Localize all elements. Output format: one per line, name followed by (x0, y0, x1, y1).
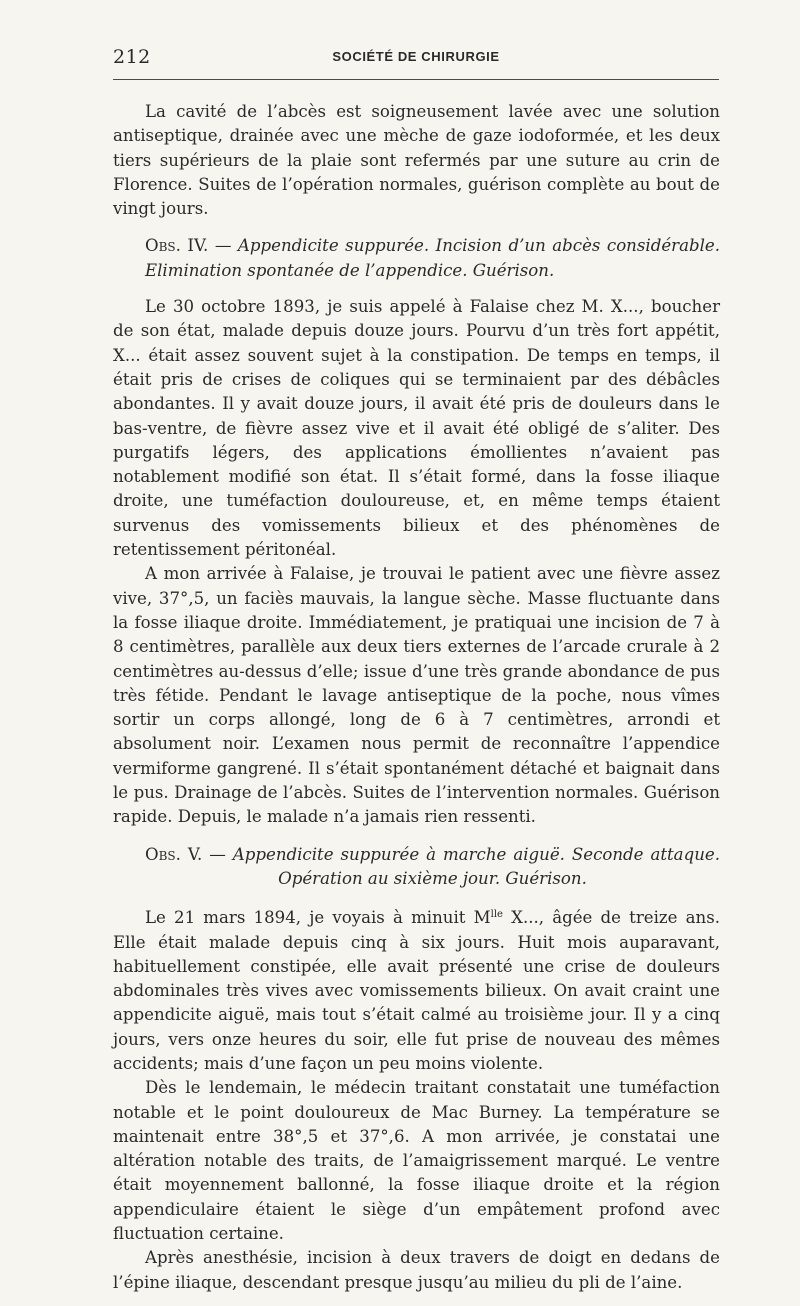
observation-4-title: Appendicite suppurée. Incision d’un abcès considérable. Elimination spontanée de l’appendice. Guérison. (145, 236, 720, 280)
observation-4-dash: — (208, 236, 238, 256)
paragraph-anesthesie: Après anesthésie, incision à deux travers de doigt en dedans de l’épine iliaque, descendant presque jusqu’au milieu du pli de l’aine. (113, 1248, 720, 1292)
header-rule (113, 79, 719, 80)
paragraph-mars-1894 (113, 903, 720, 1076)
observation-5-label: Obs. V. (145, 844, 203, 864)
observation-5-title: Appendicite suppurée à marche aiguë. Seconde attaque. Opération au sixième jour. Guérison. (232, 844, 720, 888)
observation-5-dash: — (202, 844, 233, 864)
observation-4-heading (113, 234, 720, 283)
mademoiselle-superscript: lle (490, 909, 503, 921)
paragraph-mars-1894-start: Le 21 mars 1894, je voyais à minuit M (145, 908, 491, 928)
paragraph-lendemain: Dès le lendemain, le médecin traitant constatait une tuméfaction notable et le point douloureux de Mac Burney. La température se maintenait entre 38°,5 et 37°,6. A mon arrivée, je constatai une altération notable des traits, de l’amaigrissement marqué. Le ventre était moyennement ballonné, la fosse iliaque droite et la région appendiculaire étaient le siège d’un empâtement profond avec fluctuation certaine. (113, 1078, 720, 1244)
page-number: 212 (113, 46, 151, 68)
paragraph-mars-1894-rest: X..., âgée de treize ans. Elle était malade depuis cinq à six jours. Huit mois auparavant, habituellement constipée, elle avait présenté une crise de douleurs abdominales très vives avec vomissements bilieux. On avait craint une appendicite aiguë, mais tout s’était calmé au troisième jour. Il y a cinq jours, vers onze heures du soir, elle fut prise de nouveau des mêmes accidents; mais d’une façon un peu moins violente. (113, 908, 720, 1073)
page-header (113, 46, 719, 76)
body-text (113, 100, 720, 1295)
observation-5-heading (113, 843, 720, 892)
paragraph-falaise-history: Le 30 octobre 1893, je suis appelé à Falaise chez M. X..., boucher de son état, malade depuis douze jours. Pourvu d’un très fort appétit, X... était assez souvent sujet à la constipation. De temps en temps, il était pris de crises de coliques qui se terminaient par des débâcles abondantes. Il y avait douze jours, il avait été pris de douleurs dans le bas-ventre, de fièvre assez vive et il avait été obligé de s’aliter. Des purgatifs légers, des applications émollientes n’avaient pas notablement modifié son état. Il s’était formé, dans la fosse iliaque droite, une tuméfaction douloureuse, et, en même temps étaient survenus des vomissements bilieux et des phénomènes de retentissement péritonéal. (113, 297, 720, 560)
running-title: SOCIÉTÉ DE CHIRURGIE (332, 49, 500, 64)
paragraph-falaise-operation: A mon arrivée à Falaise, je trouvai le patient avec une fièvre assez vive, 37°,5, un faciès mauvais, la langue sèche. Masse fluctuante dans la fosse iliaque droite. Immédiatement, je pratiquai une incision de 7 à 8 centimètres, parallèle aux deux tiers externes de l’arcade crurale à 2 centimètres au-dessus d’elle; issue d’une très grande abondance de pus très fétide. Pendant le lavage antiseptique de la poche, nous vîmes sortir un corps allongé, long de 6 à 7 centimètres, arrondi et absolument noir. L’examen nous permit de reconnaître l’appendice vermiforme gangrené. Il s’était spontanément détaché et baignait dans le pus. Drainage de l’abcès. Suites de l’intervention normales. Guérison rapide. Depuis, le malade n’a jamais rien ressenti. (113, 564, 720, 827)
observation-4-label: Obs. IV. (145, 236, 209, 256)
paragraph-abces-lavage: La cavité de l’abcès est soigneusement lavée avec une solution antiseptique, drainée avec une mèche de gaze iodoformée, et les deux tiers supérieurs de la plaie sont refermés par une suture au crin de Florence. Suites de l’opération normales, guérison complète au bout de vingt jours. (113, 102, 720, 219)
